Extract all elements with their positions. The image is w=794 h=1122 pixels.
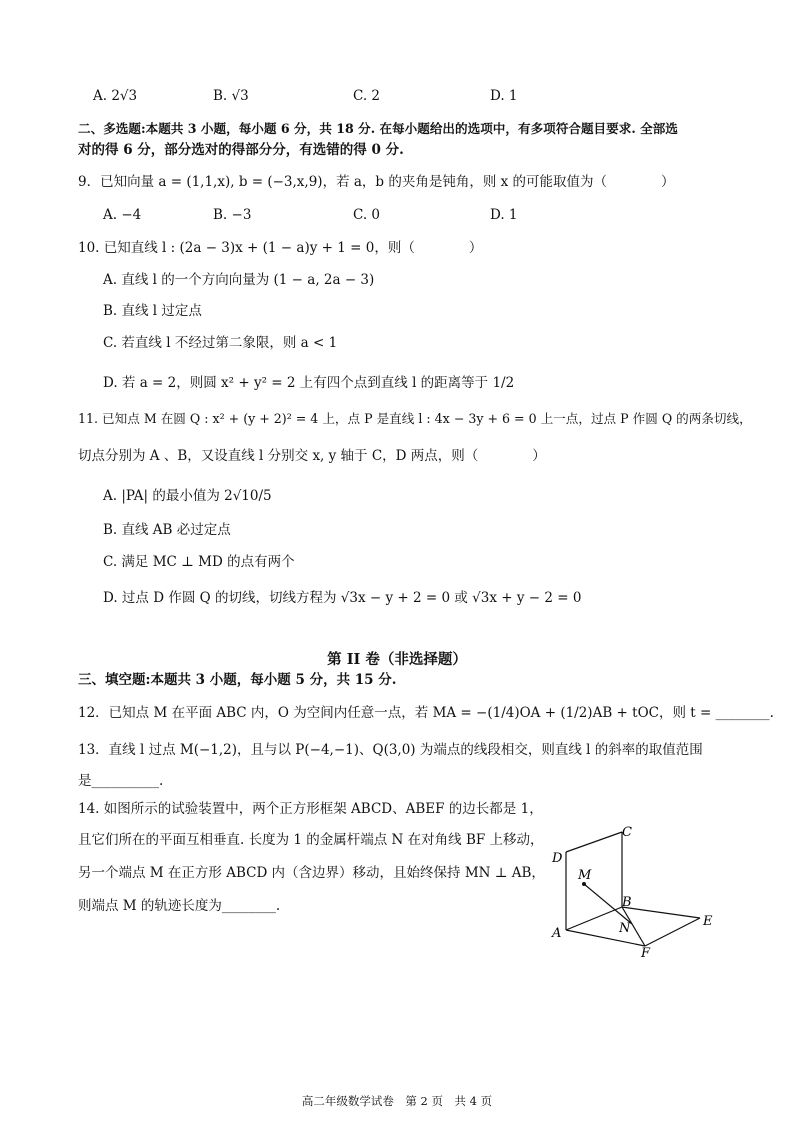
q11-stem-line2: 切点分别为 A 、B，又设直线 l 分别交 x, y 轴于 C，D 两点，则（ ）	[78, 448, 546, 464]
q11-option-b: B. 直线 AB 必过定点	[103, 522, 231, 538]
page-footer: 高二年级数学试卷 第 2 页 共 4 页	[301, 1094, 493, 1108]
q10-option-a: A. 直线 l 的一个方向向量为 (1 − a, 2a − 3)	[103, 272, 375, 288]
label-f: F	[641, 946, 651, 961]
q11-stem-line1: 11. 已知点 M 在圆 Q : x² + (y + 2)² = 4 上，点 P 是直线 l : 4x − 3y + 6 = 0 上一点，过点 P 作圆 Q 的两条切线，	[78, 411, 752, 426]
q11-option-c: C. 满足 MC ⊥ MD 的点有两个	[103, 554, 295, 570]
edge-fe	[645, 918, 700, 946]
edge-be	[622, 907, 700, 918]
q9-option-a: A. −4	[103, 207, 142, 223]
q10-option-d: D. 若 a = 2，则圆 x² + y² = 2 上有四个点到直线 l 的距离等于 1/2	[103, 375, 515, 391]
label-d: D	[552, 851, 563, 866]
section2-heading-line1: 二、多选题:本题共 3 小题，每小题 6 分，共 18 分. 在每小题给出的选项中，有多项符合题目要求. 全部选	[78, 121, 678, 136]
section3-heading: 三、填空题:本题共 3 小题，每小题 5 分，共 15 分.	[78, 672, 397, 688]
q10-option-b: B. 直线 l 过定点	[103, 303, 202, 319]
q10-option-c: C. 若直线 l 不经过第二象限，则 a < 1	[103, 335, 338, 351]
q9-option-b: B. −3	[213, 207, 252, 223]
label-c: C	[622, 825, 632, 840]
q8-option-a: A. 2√3	[93, 88, 138, 104]
q13-stem-line1: 13．直线 l 过点 M(−1,2)，且与以 P(−4,−1)、Q(3,0) 为端点的线段相交，则直线 l 的斜率的取值范围	[78, 742, 703, 758]
edge-ab	[566, 907, 622, 930]
q10-stem: 10. 已知直线 l : (2a − 3)x + (1 − a)y + 1 = 0，则（ ）	[78, 240, 483, 256]
q14-figure	[540, 815, 725, 965]
q8-option-d: D. 1	[490, 88, 518, 104]
q13-stem-line2: 是__________.	[78, 773, 164, 789]
q14-stem-line4: 则端点 M 的轨迹长度为________.	[78, 898, 281, 914]
q14-stem-line3: 另一个端点 M 在正方形 ABCD 内（含边界）移动，且始终保持 MN ⊥ AB，	[78, 865, 545, 881]
edge-af	[566, 930, 645, 946]
q9-option-c: C. 0	[353, 207, 381, 223]
q9-option-d: D. 1	[490, 207, 518, 223]
label-e: E	[703, 914, 713, 929]
label-a: A	[552, 926, 562, 941]
section2-heading-line2: 对的得 6 分，部分选对的得部分分，有选错的得 0 分.	[78, 142, 404, 158]
q9-stem: 9．已知向量 a = (1,1,x), b = (−3,x,9)，若 a，b 的夹角是钝角，则 x 的可能取值为（ ）	[78, 174, 675, 190]
q8-option-c: C. 2	[353, 88, 381, 104]
q14-stem-line2: 且它们所在的平面互相垂直. 长度为 1 的金属杆端点 N 在对角线 BF 上移动，	[78, 832, 544, 848]
q11-option-a: A. |PA| 的最小值为 2√10/5	[103, 488, 272, 504]
part2-title: 第 II 卷（非选择题）	[327, 651, 467, 668]
label-b: B	[622, 895, 632, 910]
label-n: N	[619, 921, 631, 936]
q8-option-b: B. √3	[213, 88, 249, 104]
label-m: M	[578, 868, 592, 883]
q11-option-d: D. 过点 D 作圆 Q 的切线，切线方程为 √3x − y + 2 = 0 或 √3x + y − 2 = 0	[103, 590, 582, 606]
edge-dc	[566, 832, 622, 852]
q12-stem: 12．已知点 M 在平面 ABC 内，O 为空间内任意一点，若 MA = −(1/4)OA + (1/2)AB + tOC，则 t = ________.	[78, 705, 774, 721]
q14-stem-line1: 14. 如图所示的试验装置中，两个正方形框架 ABCD、ABEF 的边长都是 1，	[78, 801, 543, 817]
